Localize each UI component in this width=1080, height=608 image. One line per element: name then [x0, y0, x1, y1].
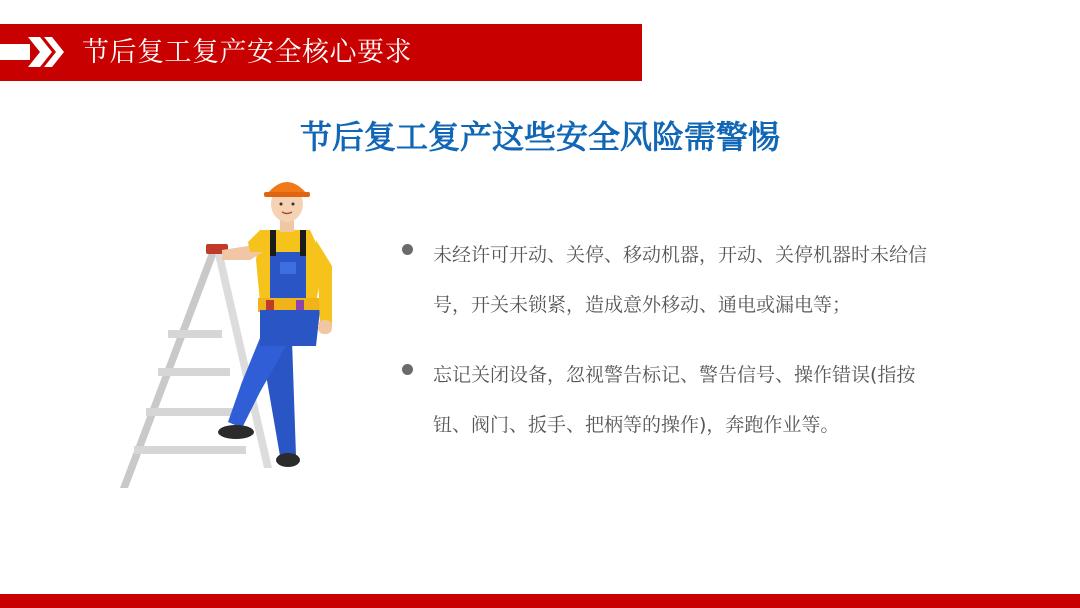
bullet-dot-icon	[402, 364, 413, 375]
footer-band	[0, 594, 1080, 608]
header-title: 节后复工复产安全核心要求	[82, 37, 412, 68]
page-title: 节后复工复产这些安全风险需警惕	[299, 118, 780, 156]
list-item-text: 未经许可开动、关停、移动机器，开动、关停机器时未给信号，开关未锁紧，造成意外移动、通电或漏电等；	[433, 244, 928, 316]
double-chevron-right-icon	[0, 37, 70, 67]
construction-worker-on-ladder-icon	[110, 170, 360, 500]
list-item-text: 忘记关闭设备，忽视警告标记、警告信号、操作错误(指按钮、阀门、扳手、把柄等的操作)，奔跑作业等。	[433, 364, 916, 436]
bullet-dot-icon	[402, 244, 413, 255]
